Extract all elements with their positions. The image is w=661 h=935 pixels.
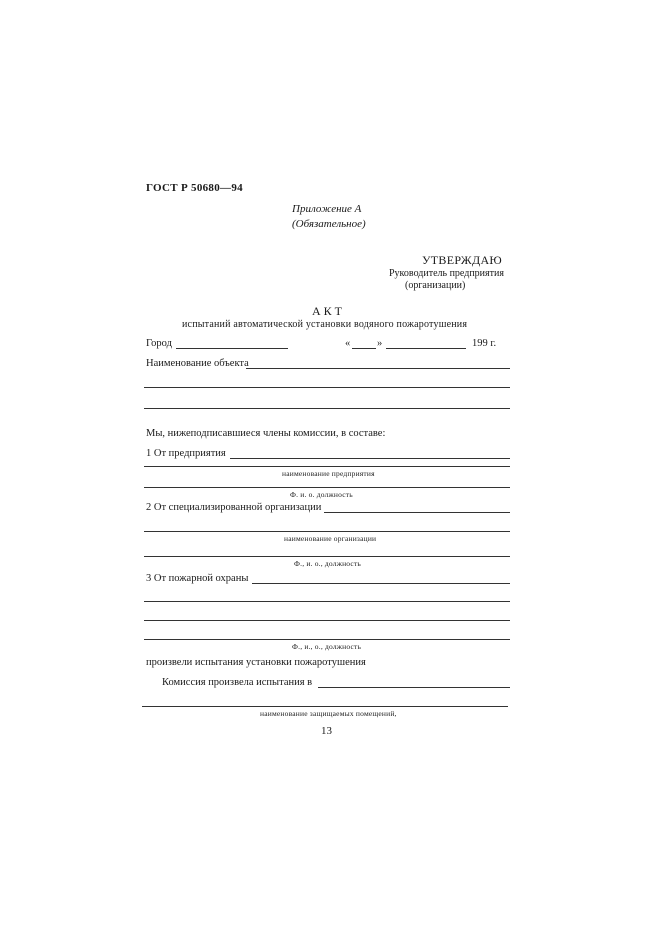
premises-field-2[interactable] [142, 706, 508, 707]
tests-done-text: произвели испытания установки пожаротушения [146, 657, 366, 668]
act-subtitle: испытаний автоматической установки водяного пожаротушения [182, 319, 468, 330]
date-quote-open: « [345, 338, 351, 349]
date-quote-close: » [377, 338, 383, 349]
page-number: 13 [321, 725, 332, 737]
commission-intro: Мы, нижеподписавшиеся члены комиссии, в составе: [146, 428, 386, 439]
object-name-field[interactable] [246, 368, 510, 369]
city-field[interactable] [176, 348, 288, 349]
enterprise-label: 1 От предприятия [146, 448, 226, 459]
specialized-person-field[interactable] [144, 556, 510, 557]
fire-person-field[interactable] [144, 639, 510, 640]
appendix-title: Приложение А [292, 203, 362, 215]
enterprise-person-caption: Ф. и. о. должность [290, 490, 353, 499]
date-month-field[interactable] [386, 348, 466, 349]
specialized-field[interactable] [324, 512, 510, 513]
approval-organization: (организации) [405, 280, 466, 291]
premises-caption: наименование защищаемых помещений, [260, 709, 397, 718]
approval-role: Руководитель предприятия [389, 268, 504, 279]
year-label: 199 г. [472, 338, 497, 349]
commission-tested-label: Комиссия произвела испытания в [162, 677, 313, 688]
enterprise-field[interactable] [230, 458, 510, 459]
fire-label: 3 От пожарной охраны [146, 573, 249, 584]
act-title: АКТ [312, 304, 345, 318]
standard-code: ГОСТ Р 50680—94 [146, 182, 243, 194]
specialized-field-2[interactable] [144, 531, 510, 532]
enterprise-caption: наименование предприятия [282, 469, 375, 478]
fire-field-3[interactable] [144, 620, 510, 621]
fire-field[interactable] [252, 583, 510, 584]
specialized-label: 2 От специализированной организации [146, 502, 322, 513]
specialized-caption: наименование организации [284, 534, 377, 543]
object-name-label: Наименование объекта [146, 358, 249, 369]
appendix-note: (Обязательное) [292, 218, 366, 230]
object-name-field-3[interactable] [144, 408, 510, 409]
fire-person-caption: Ф., и., о., должность [292, 642, 362, 651]
enterprise-person-field[interactable] [144, 487, 510, 488]
date-day-field[interactable] [352, 348, 376, 349]
enterprise-field-2[interactable] [144, 466, 510, 467]
specialized-person-caption: Ф., и. о., должность [294, 559, 362, 568]
approval-title: УТВЕРЖДАЮ [422, 253, 503, 267]
premises-field[interactable] [318, 687, 510, 688]
object-name-field-2[interactable] [144, 387, 510, 388]
city-label: Город [146, 338, 172, 349]
fire-field-2[interactable] [144, 601, 510, 602]
